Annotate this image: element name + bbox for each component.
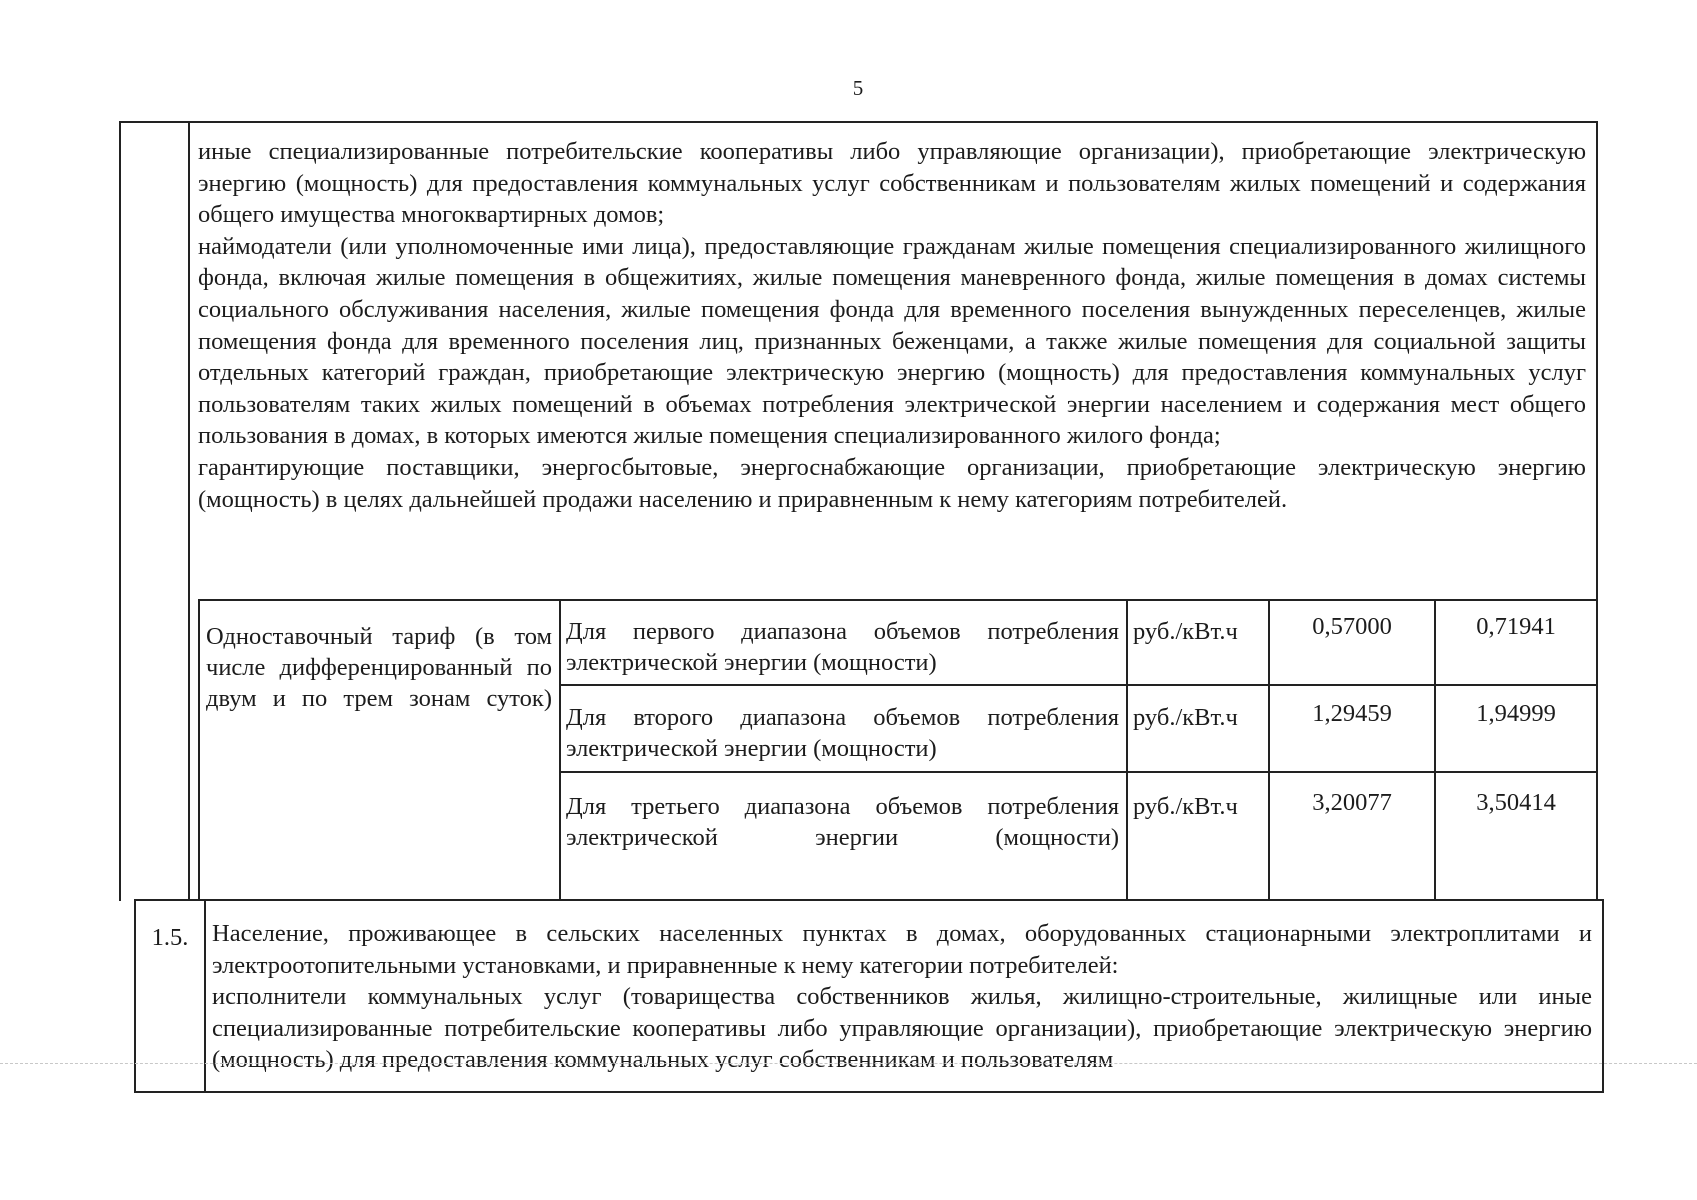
- number-column-border: [188, 121, 190, 901]
- tariff-value2-border: [1434, 599, 1436, 901]
- tariff-row-description: Для третьего диапазона объемов потребления электрической энергии (мощности): [566, 793, 1119, 851]
- tariff-name: Одноставочный тариф (в том числе дифференцированный по двум и по трем зонам суток): [206, 623, 552, 712]
- tariff-unit-border: [1126, 599, 1128, 901]
- table-top-border: [119, 121, 1598, 123]
- tariff-top-border: [198, 599, 1598, 601]
- tariff-value1-border: [1268, 599, 1270, 901]
- section-number: 1.5.: [151, 924, 189, 951]
- tariff-row-description: Для первого диапазона объемов потребления электрической энергии (мощности): [566, 618, 1119, 676]
- paragraph: иные специализированные потребительские кооперативы либо управляющие организации), приобретающие электрическую энергию (мощность) для предоставления коммунальных услуг собственникам и пользователям жилых помещений и содержания общего имущества многоквартирных домов;: [198, 138, 1586, 229]
- section-bottom-border: [134, 1091, 1604, 1093]
- tariff-row-value2: 1,94999: [1476, 700, 1556, 727]
- tariff-row-unit: руб./кВт.ч: [1133, 704, 1238, 731]
- table-right-border: [1596, 121, 1598, 901]
- tariff-row-value2: 0,71941: [1476, 613, 1556, 640]
- tariff-row-value1: 1,29459: [1312, 700, 1392, 727]
- section-1-5-text: [212, 918, 1592, 1090]
- tariff-row-value1: 0,57000: [1312, 613, 1392, 640]
- tariff-left-border: [198, 599, 200, 901]
- scan-fold-line: [0, 1063, 1697, 1064]
- paragraph: Население, проживающее в сельских населенных пунктах в домах, оборудованных стационарными электроплитами и электроотопительными установками, и приравненные к нему категории потребителей:: [212, 920, 1592, 979]
- tariff-row-unit: руб./кВт.ч: [1133, 793, 1238, 820]
- tariff-row-value1: 3,20077: [1312, 789, 1392, 816]
- table-left-border: [119, 121, 121, 901]
- paragraph: исполнители коммунальных услуг (товарищества собственников жилья, жилищно-строительные, жилищные или иные специализированные потребительские кооперативы либо управляющие организации), приобретающие электрическую энергию (мощность) для предоставления коммунальных услуг собственникам и пользователям: [212, 983, 1592, 1074]
- paragraph: наймодатели (или уполномоченные ими лица), предоставляющие гражданам жилые помещения специализированного жилищного фонда, включая жилые помещения в общежитиях, жилые помещения маневренного фонда, жилые помещения в домах системы социального обслуживания населения, жилые помещения фонда для временного поселения вынужденных переселенцев, жилые помещения фонда для временного поселения лиц, признанных беженцами, а также жилые помещения для социальной защиты отдельных категорий граждан, приобретающие электрическую энергию (мощность) для предоставления коммунальных услуг пользователям таких жилых помещений в объемах потребления электрической энергии населением и содержания мест общего пользования в домах, в которых имеются жилые помещения специализированного жилого фонда;: [198, 232, 1586, 450]
- section-top-border: [134, 899, 1604, 901]
- tariff-row-description: Для второго диапазона объемов потребления электрической энергии (мощности): [566, 704, 1119, 762]
- tariff-row-divider: [559, 771, 1598, 773]
- tariff-row-unit: руб./кВт.ч: [1133, 618, 1238, 645]
- section-continuation-text: [198, 136, 1586, 515]
- page-number: 5: [852, 76, 864, 100]
- tariff-row-value2: 3,50414: [1476, 789, 1556, 816]
- paragraph: гарантирующие поставщики, энергосбытовые, энергоснабжающие организации, приобретающие электрическую энергию (мощность) в целях дальнейшей продажи населению и приравненным к нему категориям потребителей.: [198, 453, 1586, 513]
- tariff-desc-border: [559, 599, 561, 901]
- tariff-row-divider: [559, 684, 1598, 686]
